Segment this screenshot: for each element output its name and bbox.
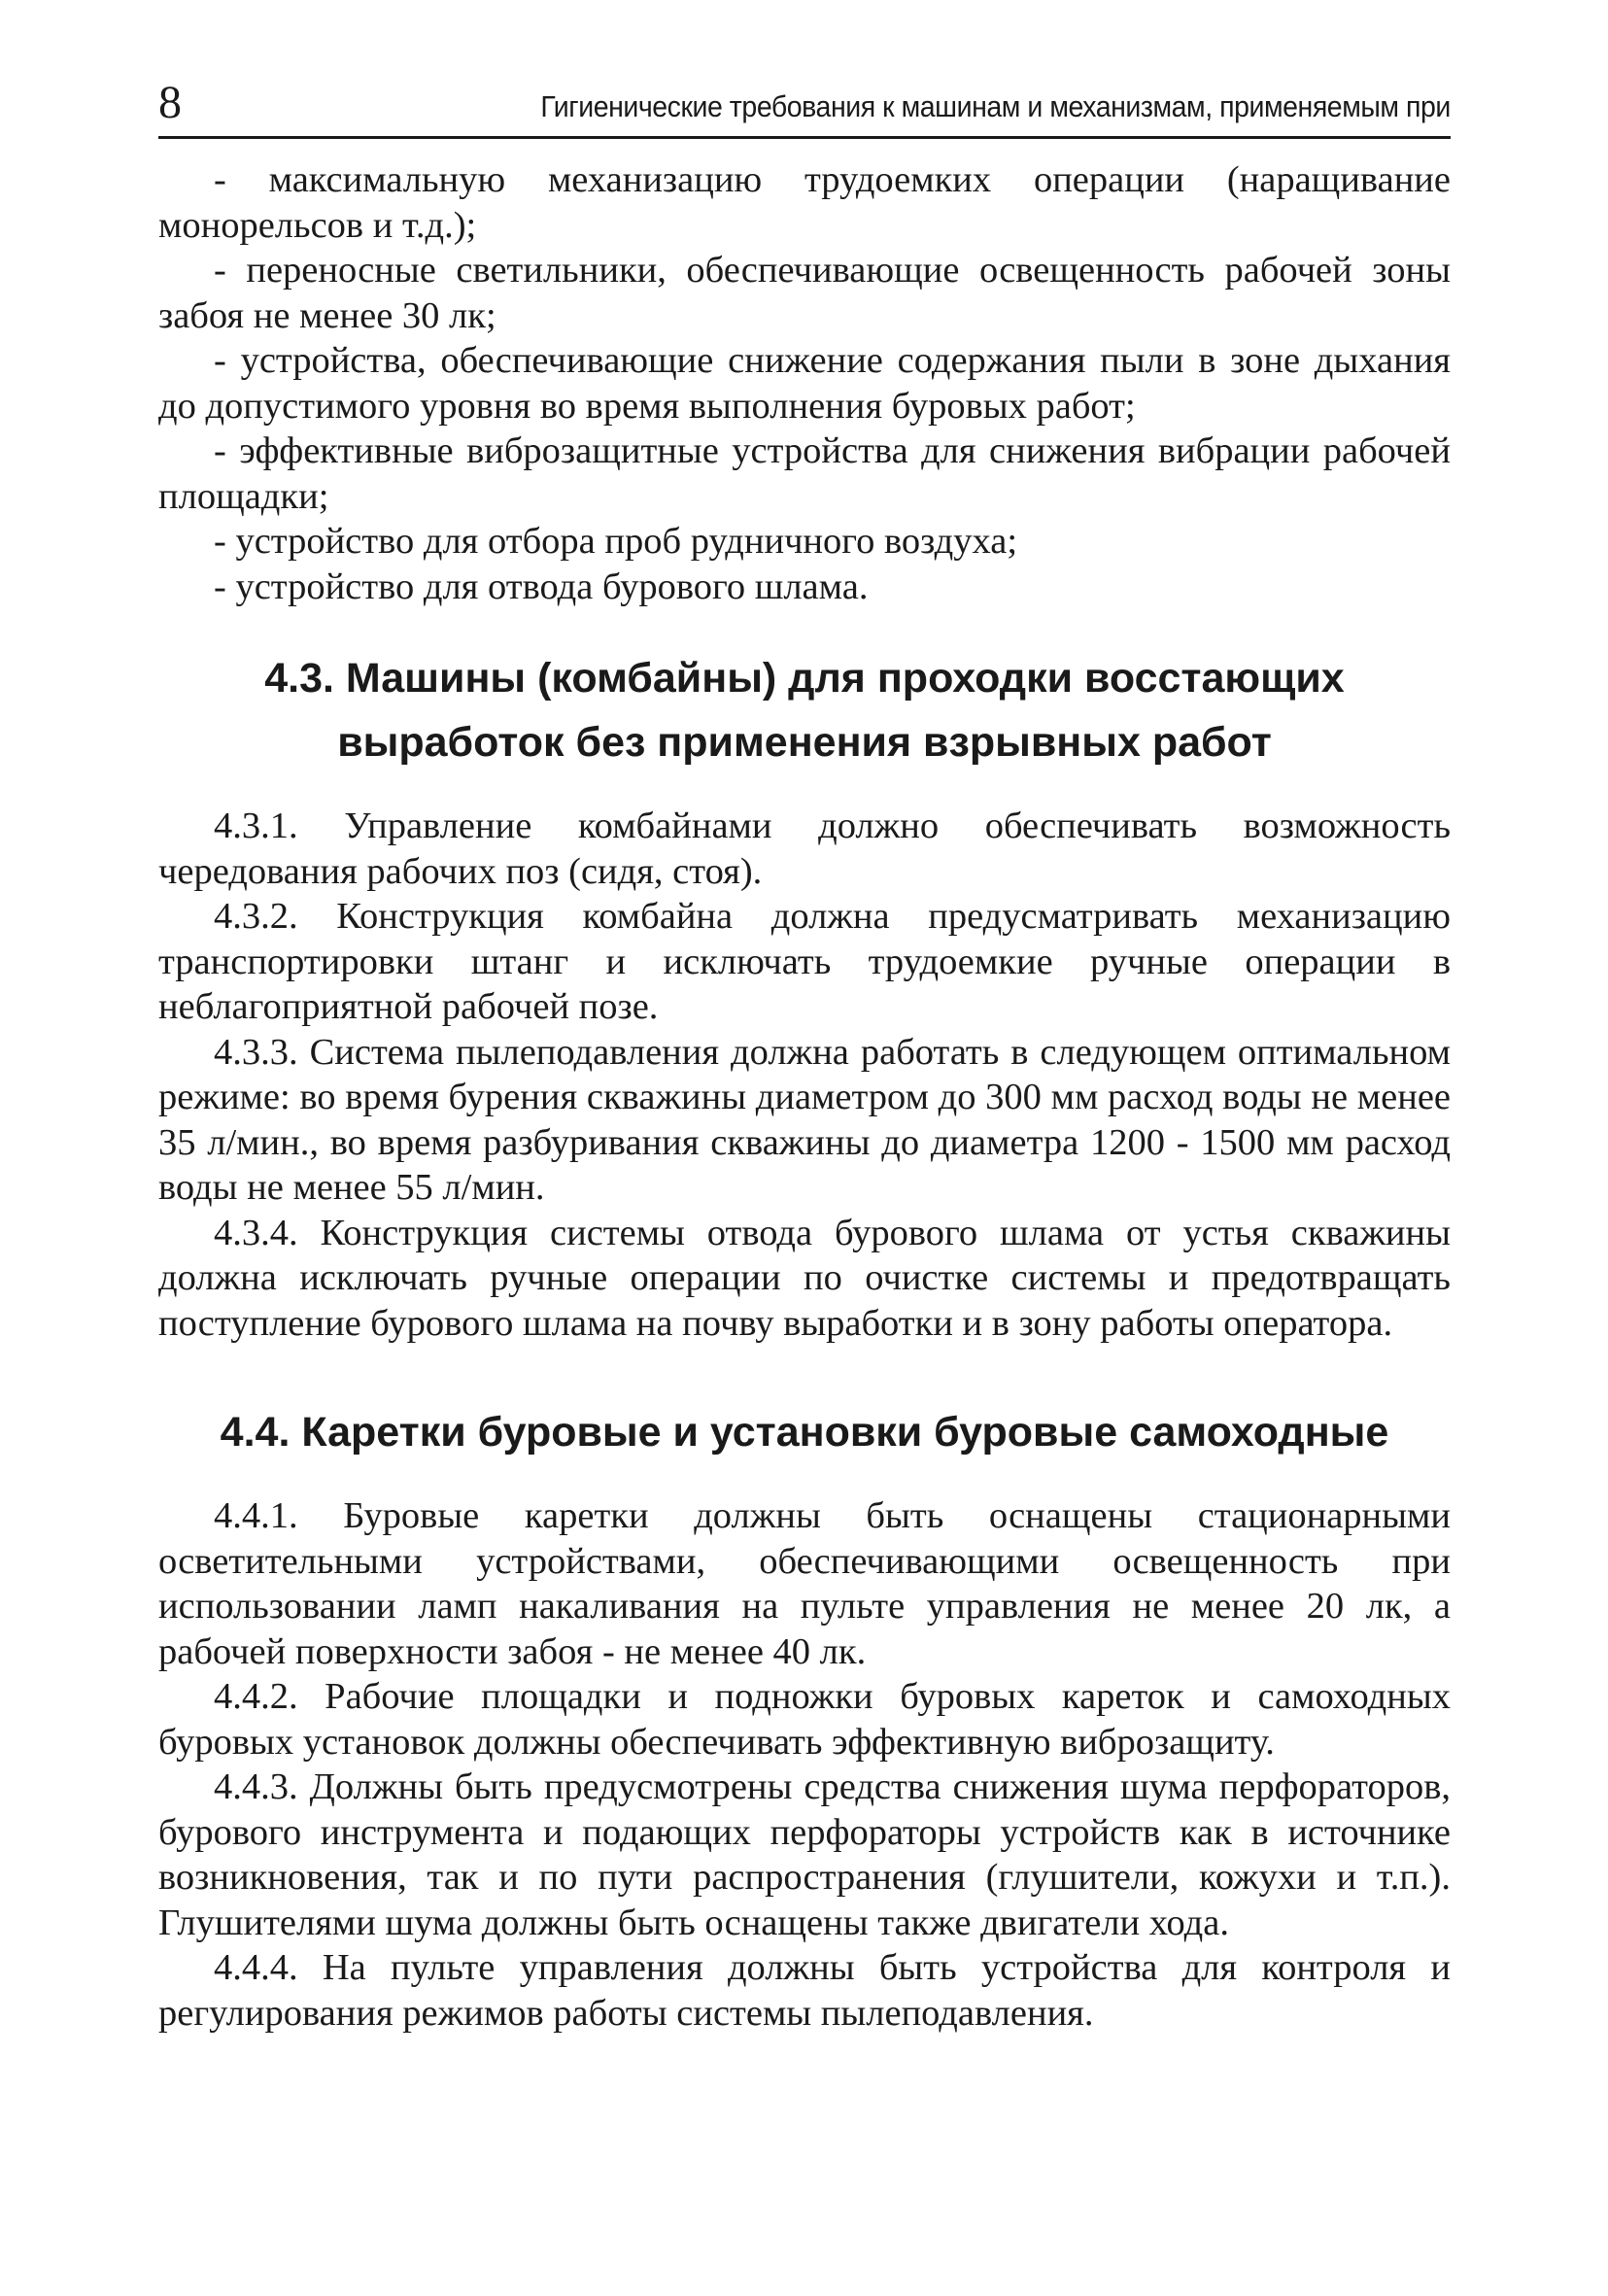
paragraph-4-3-3: 4.3.3. Система пылеподавления должна работать в следующем оптимальном режиме: во время бурения скважины диаметром до 300 мм расход воды не менее 35 л/мин., во время разбуривания скважины до диаметра 1200 - 1500 мм расход воды не менее 55 л/мин. — [158, 1031, 1451, 1208]
paragraph-4-4-2: 4.4.2. Рабочие площадки и подножки буровых кареток и самоходных буровых установок должны обеспечивать эффективную виброзащиту. — [158, 1676, 1451, 1763]
paragraph-4-3-4: 4.3.4. Конструкция системы отвода бурового шлама от устья скважины должна исключать ручные операции по очистке системы и предотвращать поступление бурового шлама на почву выработки и в зону работы оператора. — [158, 1212, 1451, 1344]
running-title: Гигиенические требования к машинам и механизмам, применяемым при — [540, 89, 1451, 123]
list-item: - эффективные виброзащитные устройства для снижения вибрации рабочей площадки; — [158, 430, 1451, 517]
paragraph-4-4-4: 4.4.4. На пульте управления должны быть устройства для контроля и регулирования режимов работы системы пылеподавления. — [158, 1947, 1451, 2034]
running-header — [158, 76, 1451, 139]
paragraph-4-3-1: 4.3.1. Управление комбайнами должно обеспечивать возможность чередования рабочих поз (сидя, стоя). — [158, 805, 1451, 892]
list-item: - устройства, обеспечивающие снижение содержания пыли в зоне дыхания до допустимого уровня во время выполнения буровых работ; — [158, 340, 1451, 427]
section-4-3-heading-line2: выработок без применения взрывных работ — [337, 719, 1272, 766]
paragraph-4-3-2: 4.3.2. Конструкция комбайна должна предусматривать механизацию транспортировки штанг и исключать трудоемкие ручные операции в неблагоприятной рабочей позе. — [158, 896, 1451, 1027]
section-4-3-heading — [158, 646, 1451, 774]
list-item: - переносные светильники, обеспечивающие освещенность рабочей зоны забоя не менее 30 лк; — [158, 250, 1451, 336]
list-item: - максимальную механизацию трудоемких операции (наращивание монорельсов и т.д.); — [158, 159, 1451, 246]
list-item: - устройство для отвода бурового шлама. — [214, 565, 869, 607]
section-4-4-heading: 4.4. Каретки буровые и установки буровые самоходные — [220, 1409, 1389, 1456]
page-number: 8 — [158, 77, 182, 128]
page-body — [158, 157, 1451, 2036]
paragraph-4-4-1: 4.4.1. Буровые каретки должны быть оснащены стационарными осветительными устройствами, обеспечивающими освещенность при использовании ламп накаливания на пульте управления не менее 20 лк, а рабочей поверхности забоя - не менее 40 лк. — [158, 1495, 1451, 1672]
paragraph-4-4-3: 4.4.3. Должны быть предусмотрены средства снижения шума перфораторов, бурового инструмента и подающих перфораторы устройств как в источнике возникновения, так и по пути распространения (глушители, кожухи и т.п.). Глушителями шума должны быть оснащены также двигатели хода. — [158, 1766, 1451, 1943]
list-item: - устройство для отбора проб рудничного воздуха; — [214, 521, 1018, 562]
section-4-3-heading-line1: 4.3. Машины (комбайны) для проходки восстающих — [264, 655, 1345, 702]
